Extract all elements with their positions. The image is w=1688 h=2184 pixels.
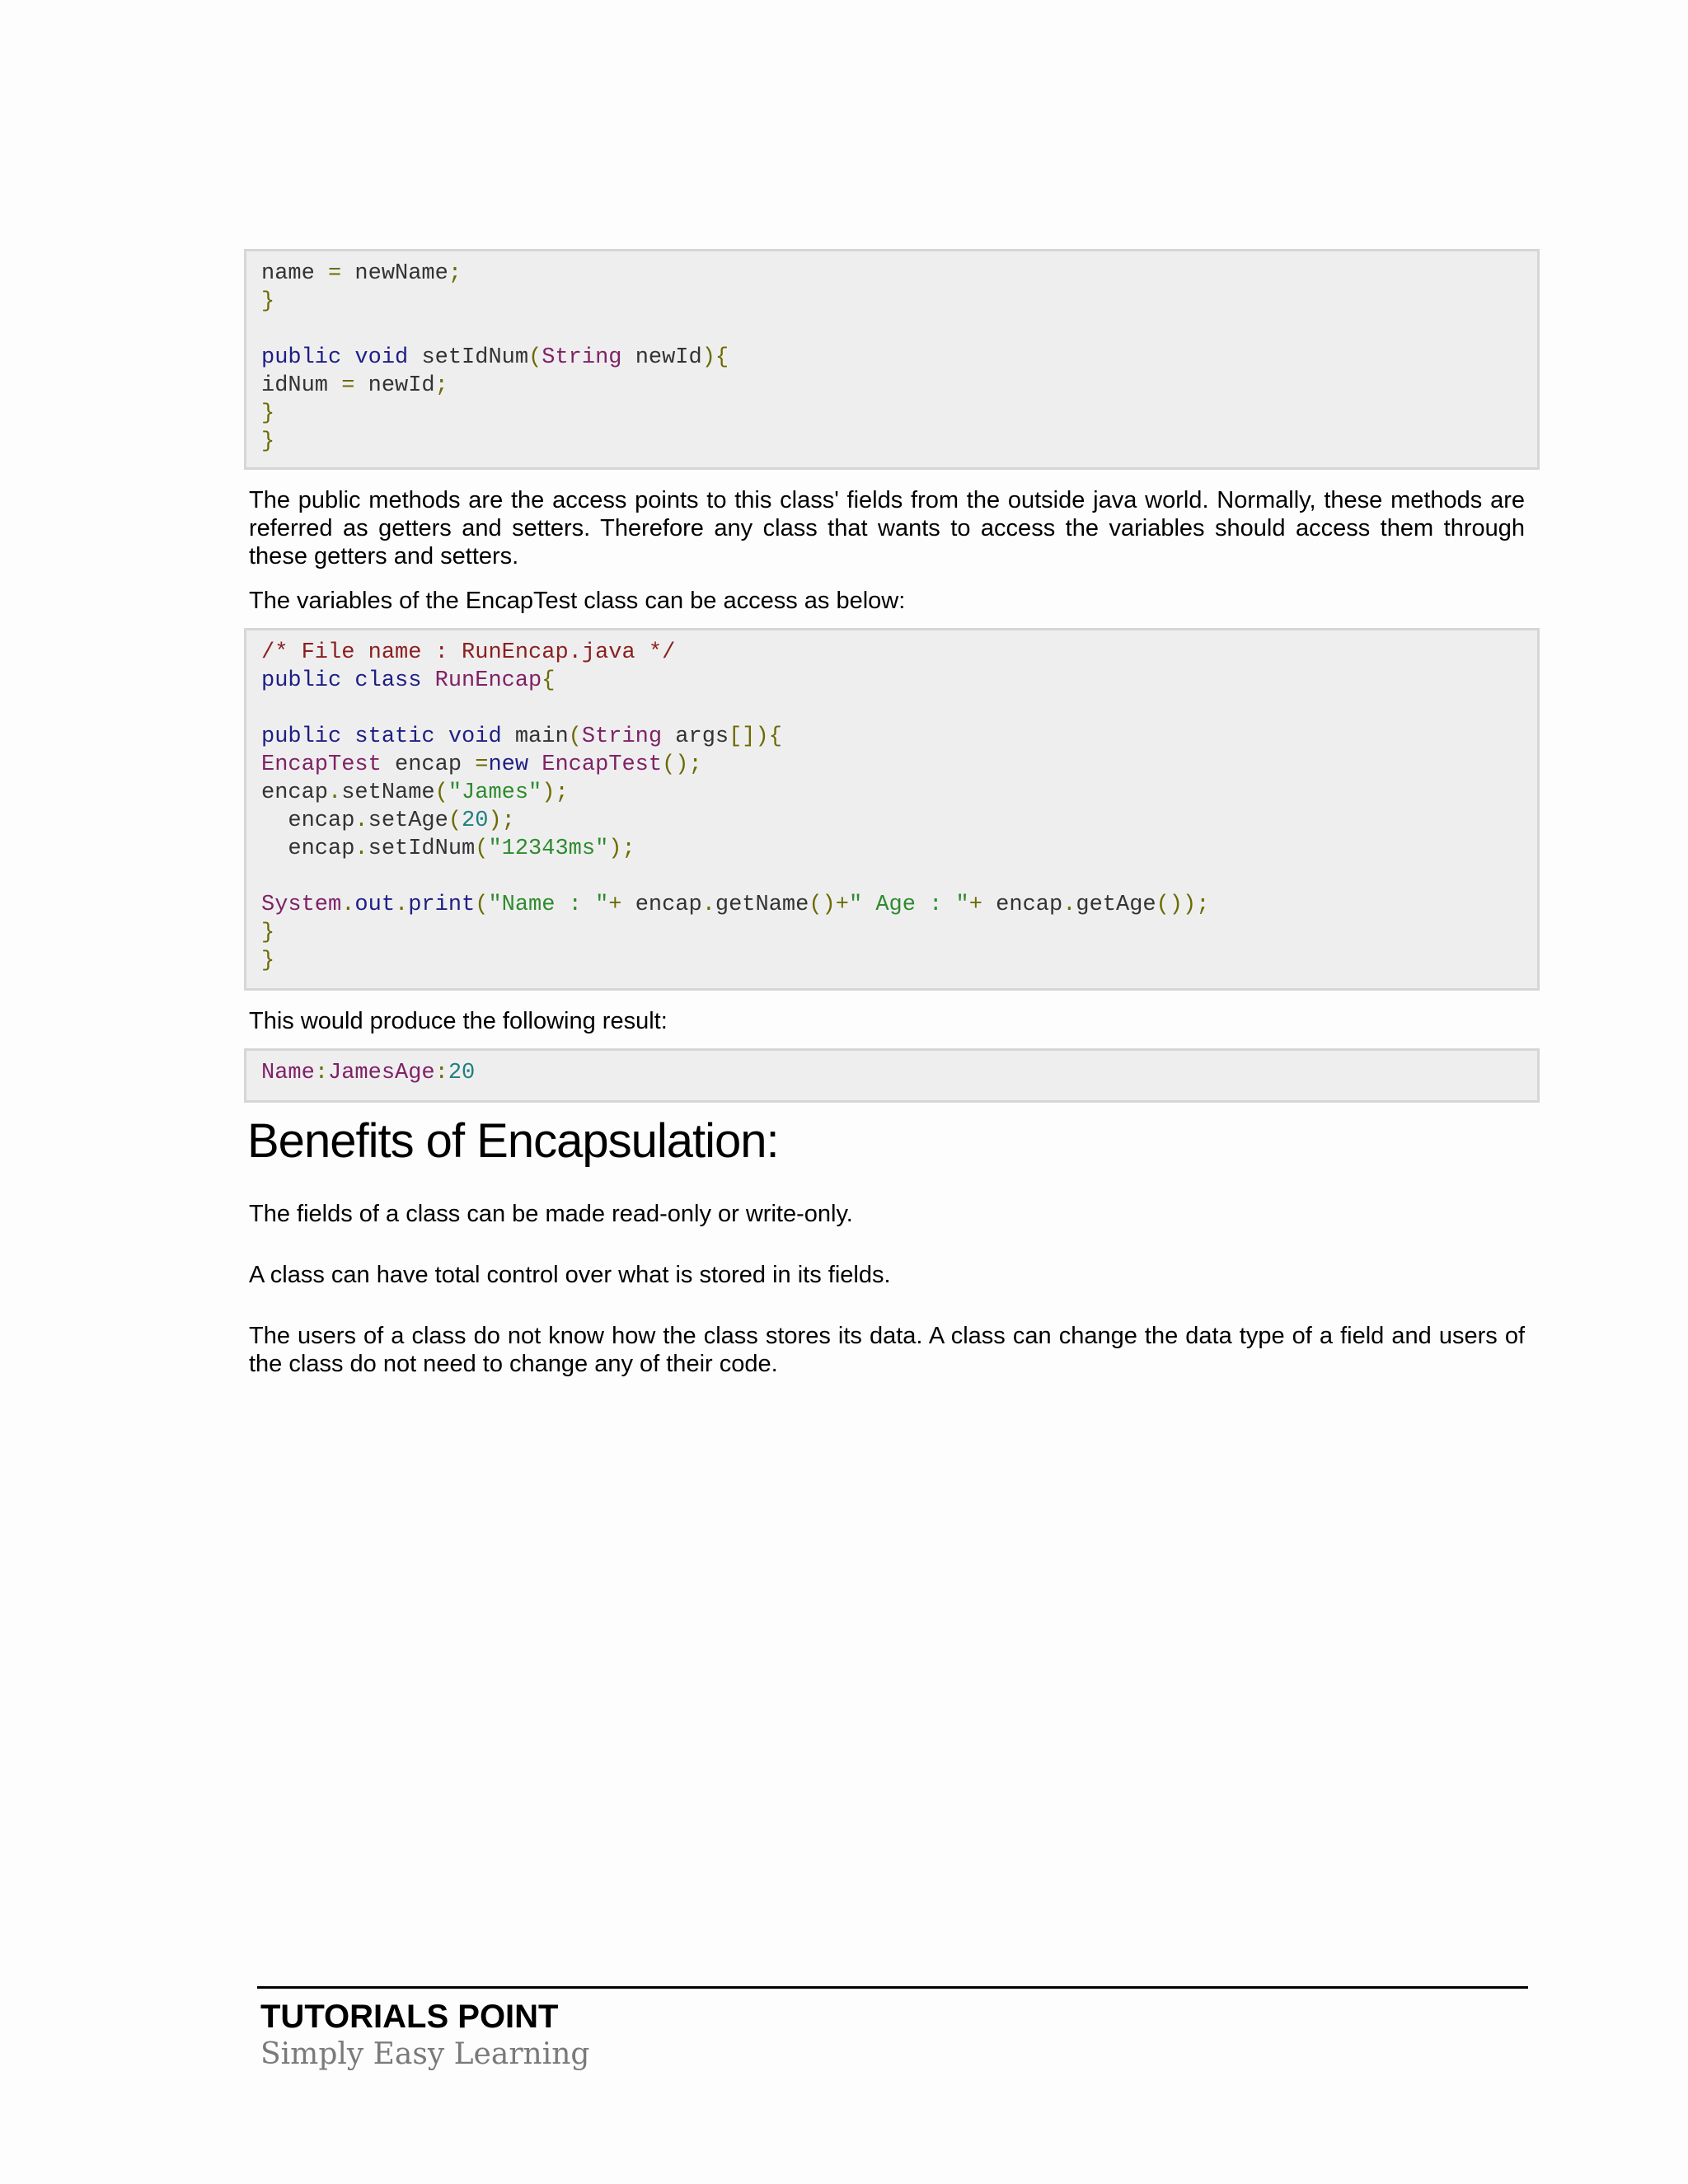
code-line — [261, 947, 1522, 975]
code-token: = — [328, 261, 355, 286]
code-token: : — [434, 1061, 448, 1085]
code-token: args — [675, 724, 729, 749]
code-token: . — [328, 780, 342, 805]
code-token: newId — [368, 373, 435, 398]
code-token: print — [408, 893, 476, 917]
code-token: JamesAge — [328, 1061, 435, 1085]
code-token: 20 — [448, 1061, 476, 1085]
code-token: ( — [434, 780, 448, 805]
code-token: ()+ — [809, 893, 849, 917]
code-token: "Name : " — [488, 893, 609, 917]
code-token: /* File name : RunEncap.java */ — [261, 640, 676, 665]
code-token: public static void — [261, 724, 515, 749]
code-line — [261, 807, 1522, 835]
benefit-item: The fields of a class can be made read-only or write-only. — [249, 1201, 853, 1227]
code-token: encap — [261, 780, 329, 805]
code-token: public class — [261, 668, 435, 693]
code-line — [261, 695, 1522, 723]
paragraph-getters-setters: The public methods are the access points to this class' fields from the outside java world. Normally, these methods are referred as getters and setters. Therefore any class that wants to access the variables should access them through these getters and setters. — [249, 487, 1525, 569]
code-token: setIdNum — [421, 345, 529, 370]
code-token: ()); — [1156, 893, 1210, 917]
code-token: } — [261, 949, 275, 973]
paragraph-access-intro: The variables of the EncapTest class can be access as below: — [249, 588, 906, 614]
code-line — [261, 667, 1522, 695]
code-line — [261, 891, 1522, 919]
code-line — [261, 428, 1522, 456]
code-token: ){ — [701, 345, 729, 370]
code-line — [261, 344, 1522, 372]
code-line — [261, 751, 1522, 779]
code-token: encap — [996, 893, 1063, 917]
code-token: { — [542, 668, 556, 693]
code-token: Name — [261, 1061, 315, 1085]
code-token: out — [354, 893, 396, 917]
code-token: : — [314, 1061, 329, 1085]
code-token: RunEncap — [434, 668, 542, 693]
code-token: + — [608, 893, 635, 917]
code-token: newId — [635, 345, 702, 370]
code-token: ; — [448, 261, 462, 286]
code-token: (); — [662, 752, 702, 777]
code-line — [261, 372, 1522, 400]
code-line — [261, 723, 1522, 751]
code-token: public void — [261, 345, 422, 370]
code-token: "James" — [448, 780, 542, 805]
code-token: . — [701, 893, 715, 917]
code-token: "12343ms" — [488, 837, 609, 861]
code-token: 20 — [462, 808, 489, 833]
code-token: main — [514, 724, 569, 749]
code-token: name — [261, 261, 329, 286]
code-token: ); — [542, 780, 569, 805]
code-token: . — [1062, 893, 1076, 917]
code-token: []){ — [729, 724, 782, 749]
code-token: . — [395, 893, 409, 917]
benefit-item: A class can have total control over what is stored in its fields. — [249, 1262, 891, 1288]
code-token: " Age : " — [848, 893, 969, 917]
code-token: . — [354, 808, 368, 833]
paragraph-result-intro: This would produce the following result: — [249, 1008, 668, 1034]
code-token: EncapTest — [261, 752, 396, 777]
code-token: idNum — [261, 373, 342, 398]
code-token: setName — [341, 780, 435, 805]
code-token: ; — [434, 373, 448, 398]
code-line — [261, 863, 1522, 891]
code-token: new — [488, 752, 542, 777]
code-token: getAge — [1076, 893, 1156, 917]
code-block-output — [244, 1048, 1540, 1103]
code-line — [261, 835, 1522, 863]
code-token: setIdNum — [368, 837, 476, 861]
code-line — [261, 288, 1522, 316]
code-token: ( — [475, 837, 489, 861]
code-block-setters — [244, 249, 1540, 470]
code-token: System — [261, 893, 342, 917]
code-token: = — [475, 752, 489, 777]
code-token: encap — [261, 808, 355, 833]
code-line — [261, 639, 1522, 667]
code-token: } — [261, 289, 275, 314]
code-token: setAge — [368, 808, 448, 833]
code-line — [261, 316, 1522, 344]
code-line — [261, 400, 1522, 428]
code-token: } — [261, 401, 275, 426]
code-line — [261, 260, 1522, 288]
code-token: encap — [395, 752, 476, 777]
code-token: String — [542, 345, 635, 370]
code-token: ( — [475, 893, 489, 917]
code-token: String — [581, 724, 676, 749]
section-heading: Benefits of Encapsulation: — [247, 1114, 779, 1168]
page-content — [244, 249, 1540, 1378]
code-line — [261, 1059, 1522, 1087]
code-line — [261, 919, 1522, 947]
benefit-item: The users of a class do not know how the class stores its data. A class can change the data type of a field and users of the class do not need to change any of their code. — [249, 1323, 1525, 1377]
code-token: . — [354, 837, 368, 861]
code-token: ( — [568, 724, 582, 749]
code-token: ( — [448, 808, 462, 833]
code-line — [261, 779, 1522, 807]
footer-brand: TUTORIALS POINT — [260, 1999, 559, 2035]
code-token: ); — [608, 837, 635, 861]
code-token: + — [968, 893, 996, 917]
code-token: newName — [354, 261, 448, 286]
code-token: ); — [488, 808, 515, 833]
code-block-runencap — [244, 628, 1540, 991]
code-token: } — [261, 921, 275, 945]
code-token: encap — [635, 893, 702, 917]
code-token: getName — [715, 893, 809, 917]
code-token: . — [341, 893, 355, 917]
code-token: ( — [528, 345, 542, 370]
footer-tagline: Simply Easy Learning — [260, 2037, 590, 2071]
code-token: EncapTest — [542, 752, 663, 777]
code-token: = — [341, 373, 368, 398]
footer-divider — [257, 1986, 1528, 1989]
code-token: encap — [261, 837, 355, 861]
code-token: } — [261, 429, 275, 454]
